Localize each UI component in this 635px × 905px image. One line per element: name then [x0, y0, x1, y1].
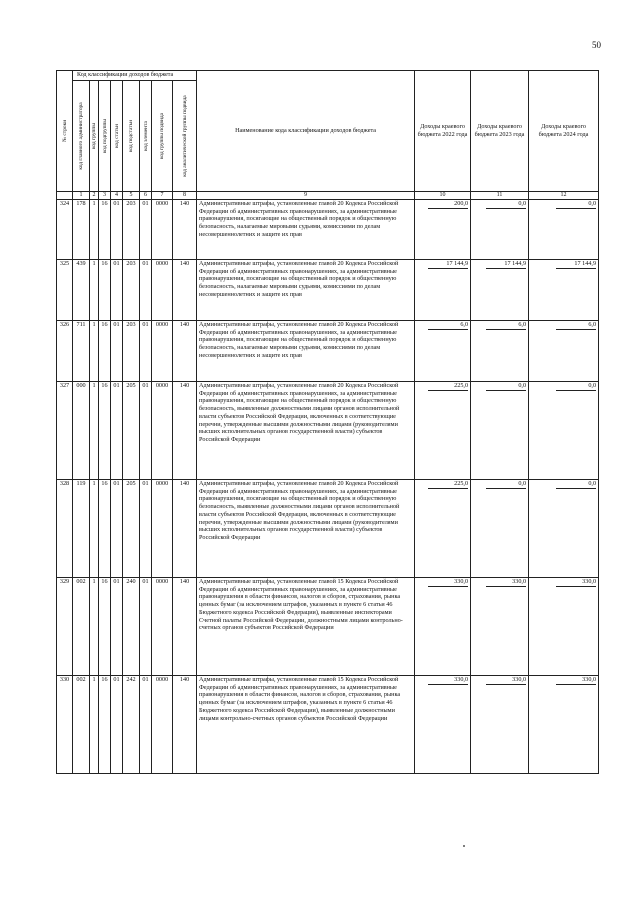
- income-2022-cell: [415, 578, 471, 676]
- subarticle-code-cell: 240: [123, 578, 140, 676]
- admin-code-cell: 439: [73, 260, 90, 321]
- subgroup-code-cell: 16: [99, 321, 111, 382]
- subarticle-code-cell: 203: [123, 321, 140, 382]
- group-code-cell: 1: [90, 260, 99, 321]
- column-number: [57, 192, 73, 200]
- income-2024-cell: [529, 676, 599, 774]
- income-2024-cell: [529, 260, 599, 321]
- article-code-cell: 01: [111, 480, 123, 578]
- column-number: 11: [471, 192, 529, 200]
- row-number-cell: 325: [57, 260, 73, 321]
- income-name-cell: Административные штрафы, установленные главой 20 Кодекса Российской Федерации об административных правонарушениях, за административные правонарушения, посягающие на общественный порядок и общественную безопасность, выявленные должностными лицами органов исполнительной власти субъектов Российской Федерации, включенных в соответствующие перечни, утвержденные высшими должностными лицами (руководителями высших исполнительных органов государственной власти) субъектов Российской Федерации: [197, 382, 415, 480]
- table-row: [57, 260, 599, 321]
- income-name-cell: Административные штрафы, установленные главой 20 Кодекса Российской Федерации об административных правонарушениях, за административные правонарушения, посягающие на общественный порядок и общественную безопасность, налагаемые мировыми судьями, комиссиями по делам несовершеннолетних и защите их прав: [197, 260, 415, 321]
- subarticle-code-cell: 242: [123, 676, 140, 774]
- amount-value: 0,0: [556, 200, 596, 209]
- income-2024-cell: [529, 382, 599, 480]
- subtype-group-code-cell: 0000: [152, 578, 173, 676]
- income-2022-cell: [415, 260, 471, 321]
- analytic-group-code-cell: 140: [173, 200, 197, 260]
- amount-value: 330,0: [428, 676, 468, 685]
- admin-code-cell: 002: [73, 676, 90, 774]
- row-number-cell: 327: [57, 382, 73, 480]
- amount-value: 0,0: [486, 200, 526, 209]
- amount-value: 330,0: [556, 676, 596, 685]
- amount-value: 17 144,9: [486, 260, 526, 269]
- admin-code-cell: 711: [73, 321, 90, 382]
- page-number: 50: [592, 40, 601, 50]
- admin-code-cell: 119: [73, 480, 90, 578]
- subgroup-code-cell: 16: [99, 578, 111, 676]
- subgroup-code-cell: 16: [99, 382, 111, 480]
- row-number-header: № строки: [57, 71, 73, 192]
- admin-code-cell: 178: [73, 200, 90, 260]
- article-code-cell: 01: [111, 200, 123, 260]
- admin-code-header: код главного администратора: [73, 81, 90, 192]
- income-2023-cell: [471, 260, 529, 321]
- column-number: 5: [123, 192, 140, 200]
- element-code-cell: 01: [140, 480, 152, 578]
- subarticle-code-cell: 205: [123, 382, 140, 480]
- group-code-cell: 1: [90, 676, 99, 774]
- table-row: [57, 480, 599, 578]
- element-code-cell: 01: [140, 321, 152, 382]
- subtype-group-code-cell: 0000: [152, 321, 173, 382]
- row-number-cell: 328: [57, 480, 73, 578]
- column-number: 7: [152, 192, 173, 200]
- group-code-cell: 1: [90, 382, 99, 480]
- income-name-cell: Административные штрафы, установленные главой 15 Кодекса Российской Федерации об административных правонарушениях, за административные правонарушения в области финансов, налогов и сборов, страхования, рынка ценных бумаг (за исключением штрафов, указанных в пункте 6 статьи 46 Бюджетного кодекса Российской Федерации), выявленные должностными лицами контрольно-счетных органов субъектов Российской Федерации: [197, 676, 415, 774]
- group-code-cell: 1: [90, 321, 99, 382]
- analytic-group-code-header: код аналитической группы подвида: [173, 81, 197, 192]
- column-number: 8: [173, 192, 197, 200]
- element-code-cell: 01: [140, 382, 152, 480]
- budget-income-table: [56, 70, 599, 774]
- article-code-cell: 01: [111, 382, 123, 480]
- element-code-cell: 01: [140, 200, 152, 260]
- table-row: [57, 382, 599, 480]
- income-2022-cell: [415, 321, 471, 382]
- income-name-cell: Административные штрафы, установленные главой 20 Кодекса Российской Федерации об административных правонарушениях, за административные правонарушения, посягающие на общественный порядок и общественную безопасность, выявленные должностными лицами органов исполнительной власти субъектов Российской Федерации, включенных в соответствующие перечни, утвержденные высшими должностными лицами (руководителями высших исполнительных органов государственной власти) субъектов Российской Федерации: [197, 480, 415, 578]
- element-code-header: код элемента: [140, 81, 152, 192]
- subarticle-code-header: код подстатьи: [123, 81, 140, 192]
- amount-value: 225,0: [428, 480, 468, 489]
- table-row: [57, 676, 599, 774]
- income-2024-header: Доходы краевого бюджета 2024 года: [529, 71, 599, 192]
- article-code-cell: 01: [111, 321, 123, 382]
- subtype-group-code-cell: 0000: [152, 260, 173, 321]
- subtype-group-code-cell: 0000: [152, 200, 173, 260]
- subgroup-code-header: код подгруппы: [99, 81, 111, 192]
- income-2024-cell: [529, 480, 599, 578]
- subarticle-code-cell: 203: [123, 200, 140, 260]
- amount-value: 0,0: [486, 382, 526, 391]
- subgroup-code-cell: 16: [99, 260, 111, 321]
- column-number: 9: [197, 192, 415, 200]
- amount-value: 17 144,9: [428, 260, 468, 269]
- income-2023-cell: [471, 200, 529, 260]
- amount-value: 225,0: [428, 382, 468, 391]
- name-header: Наименование кода классификации доходов бюджета: [197, 71, 415, 192]
- subtype-group-code-cell: 0000: [152, 382, 173, 480]
- subarticle-code-cell: 203: [123, 260, 140, 321]
- income-2022-header: Доходы краевого бюджета 2022 года: [415, 71, 471, 192]
- classification-group-header: Код классификации доходов бюджета: [73, 71, 197, 81]
- income-2022-cell: [415, 200, 471, 260]
- table-row: [57, 321, 599, 382]
- analytic-group-code-cell: 140: [173, 676, 197, 774]
- income-2023-cell: [471, 676, 529, 774]
- scan-speck: [463, 845, 465, 847]
- article-code-cell: 01: [111, 676, 123, 774]
- column-number: 6: [140, 192, 152, 200]
- analytic-group-code-cell: 140: [173, 480, 197, 578]
- income-2023-cell: [471, 480, 529, 578]
- income-2024-cell: [529, 578, 599, 676]
- article-code-cell: 01: [111, 578, 123, 676]
- amount-value: 6,0: [556, 321, 596, 330]
- income-2022-cell: [415, 382, 471, 480]
- row-number-cell: 330: [57, 676, 73, 774]
- column-number: 12: [529, 192, 599, 200]
- element-code-cell: 01: [140, 676, 152, 774]
- income-2023-header: Доходы краевого бюджета 2023 года: [471, 71, 529, 192]
- row-number-cell: 329: [57, 578, 73, 676]
- amount-value: 0,0: [486, 480, 526, 489]
- income-name-cell: Административные штрафы, установленные главой 15 Кодекса Российской Федерации об административных правонарушениях, за административные правонарушения в области финансов, налогов и сборов, страхования, рынка ценных бумаг (за исключением штрафов, указанных в пункте 6 статьи 46 Бюджетного кодекса Российской Федерации), выявленные инспекторами Счетной палаты Российской Федерации, должностными лицами контрольно-счетных органов субъектов Российской Федерации: [197, 578, 415, 676]
- element-code-cell: 01: [140, 578, 152, 676]
- subarticle-code-cell: 205: [123, 480, 140, 578]
- amount-value: 0,0: [556, 480, 596, 489]
- group-code-cell: 1: [90, 200, 99, 260]
- amount-value: 0,0: [556, 382, 596, 391]
- admin-code-cell: 000: [73, 382, 90, 480]
- income-2023-cell: [471, 578, 529, 676]
- amount-value: 330,0: [486, 578, 526, 587]
- subgroup-code-cell: 16: [99, 480, 111, 578]
- income-2023-cell: [471, 321, 529, 382]
- amount-value: 330,0: [556, 578, 596, 587]
- income-2024-cell: [529, 200, 599, 260]
- column-number: 4: [111, 192, 123, 200]
- income-name-cell: Административные штрафы, установленные главой 20 Кодекса Российской Федерации об административных правонарушениях, за административные правонарушения, посягающие на общественный порядок и общественную безопасность, налагаемые мировыми судьями, комиссиями по делам несовершеннолетних и защите их прав: [197, 321, 415, 382]
- income-2022-cell: [415, 676, 471, 774]
- table-row: [57, 200, 599, 260]
- amount-value: 6,0: [486, 321, 526, 330]
- subtype-group-code-cell: 0000: [152, 480, 173, 578]
- article-code-header: код статьи: [111, 81, 123, 192]
- analytic-group-code-cell: 140: [173, 260, 197, 321]
- income-2024-cell: [529, 321, 599, 382]
- amount-value: 200,0: [428, 200, 468, 209]
- amount-value: 330,0: [428, 578, 468, 587]
- element-code-cell: 01: [140, 260, 152, 321]
- income-name-cell: Административные штрафы, установленные главой 20 Кодекса Российской Федерации об административных правонарушениях, за административные правонарушения, посягающие на общественный порядок и общественную безопасность, налагаемые мировыми судьями, комиссиями по делам несовершеннолетних и защите их прав: [197, 200, 415, 260]
- analytic-group-code-cell: 140: [173, 578, 197, 676]
- article-code-cell: 01: [111, 260, 123, 321]
- subgroup-code-cell: 16: [99, 676, 111, 774]
- column-number: 1: [73, 192, 90, 200]
- subgroup-code-cell: 16: [99, 200, 111, 260]
- income-2022-cell: [415, 480, 471, 578]
- column-number: 2: [90, 192, 99, 200]
- column-number: 3: [99, 192, 111, 200]
- amount-value: 6,0: [428, 321, 468, 330]
- analytic-group-code-cell: 140: [173, 321, 197, 382]
- group-code-header: код группы: [90, 81, 99, 192]
- subtype-group-code-cell: 0000: [152, 676, 173, 774]
- column-number-row: [57, 192, 599, 200]
- row-number-cell: 326: [57, 321, 73, 382]
- amount-value: 330,0: [486, 676, 526, 685]
- table-row: [57, 578, 599, 676]
- amount-value: 17 144,9: [556, 260, 596, 269]
- subtype-group-code-header: код группы подвида: [152, 81, 173, 192]
- admin-code-cell: 002: [73, 578, 90, 676]
- group-code-cell: 1: [90, 578, 99, 676]
- column-number: 10: [415, 192, 471, 200]
- row-number-cell: 324: [57, 200, 73, 260]
- group-code-cell: 1: [90, 480, 99, 578]
- analytic-group-code-cell: 140: [173, 382, 197, 480]
- income-2023-cell: [471, 382, 529, 480]
